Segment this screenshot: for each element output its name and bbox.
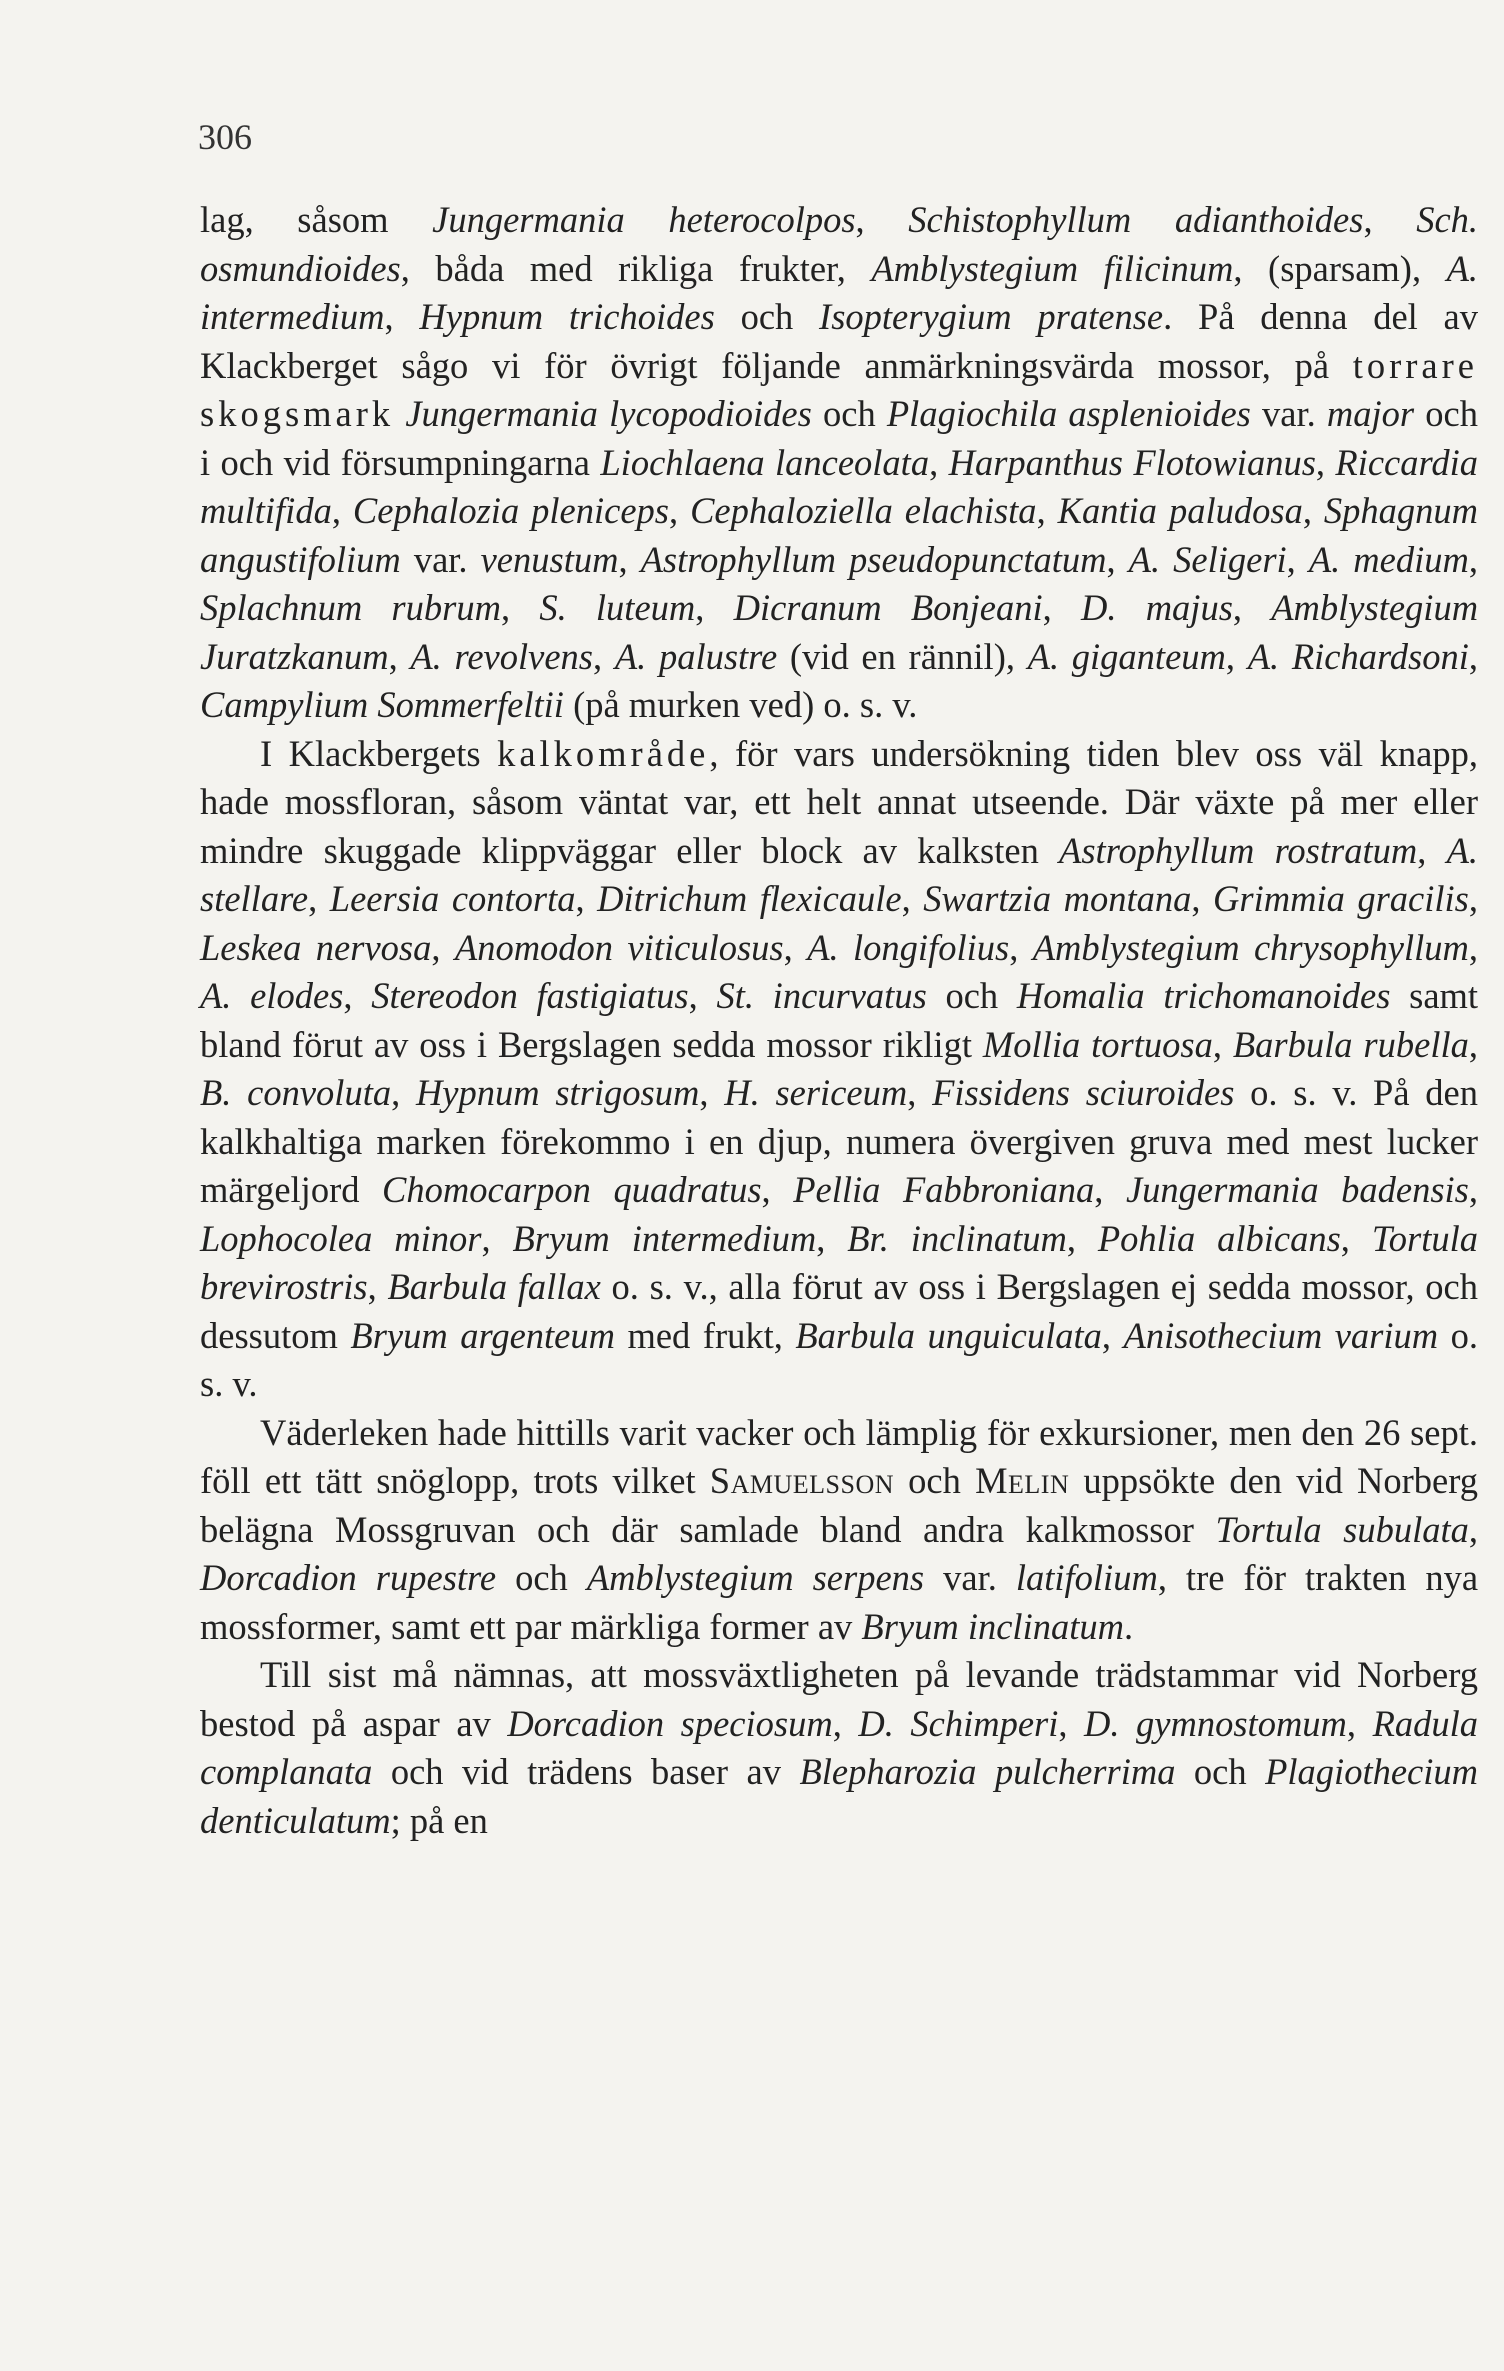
paragraph — [200, 730, 1478, 1409]
species-name: venustum — [480, 538, 619, 580]
text-run: , — [783, 926, 808, 968]
text-run: , — [1468, 1508, 1479, 1550]
text-run: , — [1346, 1702, 1373, 1744]
text-run: , — [575, 878, 598, 919]
text-run: och — [894, 1460, 976, 1501]
text-run: , — [431, 926, 455, 968]
text-run: , — [1106, 538, 1129, 580]
text-run: , — [1417, 829, 1447, 871]
species-name: Schistophyllum adianthoides — [908, 199, 1364, 240]
species-name: Tortula brevirostris — [200, 1217, 1479, 1307]
text-run: , (sparsam), — [1233, 247, 1447, 289]
species-name: Mollia tortuosa — [982, 1023, 1213, 1065]
text-run: , — [1286, 538, 1309, 580]
text-run: , — [1363, 199, 1417, 240]
text-run: , — [1058, 1702, 1085, 1744]
species-name: Liochlaena lanceolata — [600, 441, 930, 483]
species-name: Fissidens sciuroides — [932, 1072, 1235, 1113]
text-run: Väderleken hade hittills varit vacker och lämplig för exkursioner, men den 26 sept. föll ett tätt snöglopp, trots vilket — [200, 1411, 1478, 1501]
species-name: Barbula fallax — [387, 1266, 601, 1307]
person-name: Melin — [975, 1460, 1070, 1501]
text-run: , — [699, 1072, 725, 1113]
species-name: A. stellare — [200, 829, 1479, 919]
text-run: , — [388, 635, 411, 677]
text-run: och vid trädens baser av — [372, 1751, 800, 1792]
text-run: o. s. v., alla förut av oss i Bergslagen ej sedda mossor, och dessutom — [200, 1266, 1479, 1356]
species-name: A. intermedium — [200, 247, 1479, 337]
species-name: Lophocolea minor — [200, 1217, 482, 1259]
species-name: Tortula subulata — [1215, 1508, 1469, 1550]
species-name: A. palustre — [614, 635, 778, 677]
species-name: S. luteum — [539, 587, 696, 628]
text-run: Till sist må nämnas, att mossväxtligheten på levande trädstammar vid Norberg bestod på aspar av — [200, 1654, 1478, 1744]
species-name: Anisothecium varium — [1123, 1314, 1439, 1356]
text-run: , — [1468, 878, 1479, 919]
text-run: , — [593, 635, 615, 677]
text-run: , — [1340, 1217, 1372, 1259]
text-run: , — [1094, 1169, 1126, 1210]
text-run: och — [926, 975, 1017, 1016]
text-run: , — [1468, 1169, 1479, 1210]
species-name: Cephaloziella elachista — [690, 490, 1037, 531]
person-name: Samuelsson — [709, 1460, 895, 1501]
species-name: Barbula unguiculata — [795, 1314, 1102, 1356]
text-run: kalkområde — [497, 732, 710, 774]
species-name: Sch. osmundioides — [200, 199, 1479, 289]
text-run — [394, 393, 405, 434]
text-run: , — [1468, 538, 1478, 580]
species-name: Amblystegium serpens — [586, 1557, 925, 1598]
species-name: Sphagnum angustifolium — [200, 490, 1479, 580]
species-name: Amblystegium Juratzkanum — [200, 587, 1479, 677]
species-name: Leersia contorta — [329, 878, 576, 919]
text-run: , — [1468, 1023, 1478, 1065]
text-run: med frukt, — [614, 1314, 796, 1356]
text-run: var. — [1250, 393, 1327, 434]
species-name: Kantia paludosa — [1057, 490, 1303, 531]
species-name: A. medium — [1308, 538, 1469, 580]
text-run: , — [1042, 587, 1081, 628]
text-run: och — [811, 393, 887, 434]
species-name: Dorcadion speciosum — [507, 1702, 833, 1744]
text-run: , — [500, 587, 540, 628]
text-run: , — [1036, 490, 1058, 531]
text-run: , för vars undersökning tiden blev oss väl knapp, hade mossfloran, såsom väntat var, ett helt annat utseende. Där växte på mer eller mindre skuggade klippväggar eller block av kalksten — [200, 732, 1478, 871]
text-run: , — [832, 1702, 859, 1744]
text-run: och — [714, 296, 820, 337]
text-run: , — [816, 1217, 848, 1259]
text-run: , — [668, 490, 691, 531]
text-run: torrare skogsmark — [200, 344, 1478, 434]
species-name: A. revolvens — [410, 635, 593, 677]
species-name: A. elodes — [200, 975, 344, 1016]
species-name: D. majus — [1080, 587, 1233, 628]
species-name: Anomodon viticulosus — [454, 926, 784, 968]
species-name: Dorcadion rupestre — [200, 1557, 497, 1598]
species-name: Br. inclinatum — [847, 1217, 1067, 1259]
species-name: Dicranum Bonjeani — [733, 587, 1043, 628]
text-run: , — [929, 441, 949, 483]
species-name: H. sericeum — [724, 1072, 908, 1113]
text-run: ; på en — [390, 1799, 488, 1841]
species-name: Campylium Sommerfeltii — [200, 684, 564, 725]
species-name: Isopterygium pratense — [819, 296, 1164, 337]
text-run: lag, såsom — [200, 199, 433, 240]
text-run: , — [1232, 587, 1272, 628]
species-name: Hypnum trichoides — [419, 296, 715, 337]
species-name: Bryum argenteum — [350, 1314, 615, 1356]
text-run: och — [496, 1557, 587, 1598]
species-name: A. giganteum — [1027, 635, 1226, 677]
text-run: , — [481, 1217, 513, 1259]
species-name: Jungermania lycopodioides — [405, 393, 812, 434]
species-name: St. incurvatus — [716, 975, 927, 1016]
species-name: Amblystegium filicinum — [871, 247, 1234, 289]
species-name: B. convoluta — [200, 1072, 392, 1113]
species-name: Plagiothecium denticulatum — [200, 1751, 1478, 1841]
species-name: Hypnum strigosum — [415, 1072, 700, 1113]
species-name: Jungermania badensis — [1125, 1169, 1469, 1210]
text-run: , — [618, 538, 641, 580]
species-name: A. Seligeri — [1128, 538, 1287, 580]
species-name: Amblystegium chrysophyllum — [1032, 926, 1469, 968]
species-name: Splachnum rubrum — [200, 587, 501, 628]
text-run: och i och vid försumpningarna — [200, 393, 1479, 483]
text-run: , — [907, 1072, 933, 1113]
species-name: Pellia Fabbroniana — [793, 1169, 1095, 1210]
text-run: , — [331, 490, 353, 531]
species-name: Ditrichum flexicaule — [597, 878, 902, 919]
paragraph — [200, 196, 1478, 730]
species-name: Bryum inclinatum — [861, 1605, 1124, 1647]
text-run: I Klackbergets — [260, 732, 498, 774]
paragraph — [200, 1651, 1478, 1845]
text-run: och — [1175, 1751, 1266, 1792]
text-run: . På denna del av Klackberget sågo vi för övrigt följande anmärkningsvärda mossor, på — [200, 296, 1478, 386]
species-name: Blepharozia pulcherrima — [799, 1751, 1176, 1792]
species-name: D. Schimperi — [858, 1702, 1059, 1744]
species-name: Jungermania heterocolpos — [432, 199, 856, 240]
species-name: Stereodon fastigiatus — [371, 975, 689, 1016]
text-run: , — [1315, 441, 1336, 483]
species-name: Leskea nervosa — [200, 926, 432, 968]
species-name: Swartzia montana — [923, 878, 1192, 919]
species-name: Astrophyllum pseudopunctatum — [640, 538, 1107, 580]
text-run: , — [343, 975, 372, 1016]
species-name: Radula complanata — [200, 1702, 1479, 1792]
text-run: , — [391, 1072, 416, 1113]
text-run: var. — [924, 1557, 1016, 1598]
text-run: o. s. v. — [200, 1314, 1478, 1404]
species-name: latifolium — [1015, 1557, 1158, 1598]
paragraph — [200, 1409, 1478, 1652]
text-run: , — [688, 975, 717, 1016]
species-name: Pohlia albicans — [1097, 1217, 1341, 1259]
text-run: , — [308, 878, 330, 919]
species-name: Chomocarpon quadratus — [382, 1169, 762, 1210]
text-run: samt bland förut av oss i Bergslagen sedda mossor rikligt — [200, 975, 1479, 1065]
text-run: o. s. v. På den kalkhaltiga marken förekommo i en djup, numera övergiven gruva med mest lucker märgeljord — [200, 1072, 1478, 1210]
species-name: A. Richardsoni — [1247, 635, 1469, 677]
species-name: Harpanthus Flotowianus — [948, 441, 1316, 483]
text-run: , — [1468, 635, 1479, 677]
text-run: , tre för trakten nya mossformer, samt ett par märkliga former av — [200, 1557, 1479, 1647]
species-name: Astrophyllum rostratum — [1059, 829, 1418, 871]
species-name: Plagiochila asplenioides — [886, 393, 1251, 434]
species-name: Barbula rubella — [1232, 1023, 1469, 1065]
body-text — [200, 196, 1478, 1845]
text-run: , — [761, 1169, 794, 1210]
text-run: , — [1302, 490, 1324, 531]
species-name: A. longifolius — [807, 926, 1010, 968]
text-run: var. — [400, 538, 481, 580]
text-run: , båda med rikliga frukter, — [400, 247, 872, 289]
text-run: , — [1101, 1314, 1124, 1356]
text-run: , — [855, 199, 909, 240]
text-run: , — [1225, 635, 1248, 677]
text-run: (vid en rännil), — [777, 635, 1028, 677]
text-run: , — [367, 1266, 388, 1307]
page-number: 306 — [198, 117, 252, 157]
text-run: (på murken ved) o. s. v. — [563, 684, 918, 725]
text-run: , — [1191, 878, 1214, 919]
text-run: . — [1123, 1605, 1134, 1647]
text-run: , — [1009, 926, 1033, 968]
text-run: uppsökte den vid Norberg belägna Mossgruvan och där samlade bland andra kalkmossor — [200, 1460, 1478, 1550]
species-name: Grimmia gracilis — [1213, 878, 1469, 919]
text-run: , — [695, 587, 734, 628]
species-name: Bryum intermedium — [512, 1217, 817, 1259]
text-run: , — [384, 296, 420, 337]
text-run: , — [901, 878, 924, 919]
text-run: , — [1066, 1217, 1098, 1259]
species-name: major — [1326, 393, 1415, 434]
species-name: Cephalozia pleniceps — [352, 490, 669, 531]
text-run: , — [1468, 926, 1479, 968]
text-run: , — [1212, 1023, 1233, 1065]
species-name: D. gymnostomum — [1084, 1702, 1347, 1744]
species-name: Riccardia multifida — [200, 441, 1478, 531]
species-name: Homalia trichomanoides — [1016, 975, 1391, 1016]
